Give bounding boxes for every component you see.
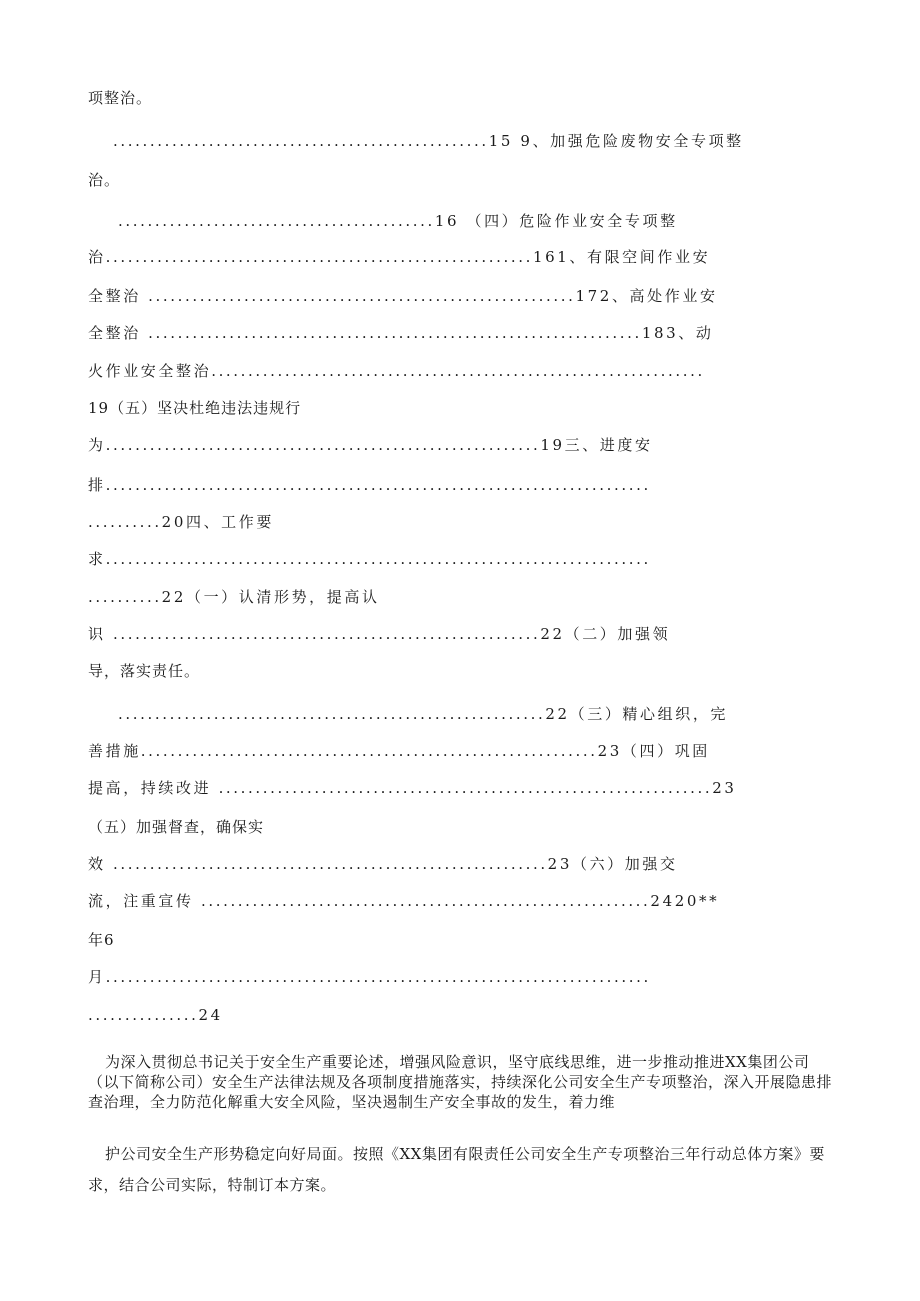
- toc-line: ..........................................................22（三）精心组织，完: [118, 705, 729, 723]
- intro-paragraph-continued: 护公司安全生产形势稳定向好局面。按照《XX集团有限责任公司安全生产专项整治三年行动总体方案》要求，结合公司实际，特制订本方案。: [88, 1145, 825, 1194]
- toc-line: 排..........................................................................: [88, 476, 651, 494]
- toc-line: 月..........................................................................: [88, 968, 651, 986]
- toc-line: ..........22（一）认清形势，提高认: [88, 588, 380, 606]
- toc-line: 识 ..........................................................22（二）加强领: [88, 625, 671, 643]
- toc-line: 为...........................................................19三、进度安: [88, 436, 653, 454]
- toc-line: ...............24: [88, 1006, 223, 1024]
- toc-line: ...................................................15 9、加强危险废物安全专项整: [113, 132, 744, 150]
- toc-line: 求..........................................................................: [88, 550, 651, 568]
- toc-line: 火作业安全整治...................................................................: [88, 362, 705, 380]
- toc-line: 项整治。: [88, 89, 153, 107]
- toc-line: ...........................................16 （四）危险作业安全专项整: [118, 212, 678, 230]
- toc-line: 全整治 ..........................................................172、高处作业安: [88, 287, 718, 305]
- intro-paragraph: 为深入贯彻总书记关于安全生产重要论述，增强风险意识，坚守底线思维，进一步推动推进XX集团公司（以下简称公司）安全生产法律法规及各项制度措施落实，持续深化公司安全生产专项整治，深入开展隐患排查治理，全力防范化解重大安全风险，坚决遏制生产安全事故的发生，着力维: [88, 1053, 833, 1111]
- toc-line: ..........20四、工作要: [88, 513, 274, 531]
- toc-line: 提高，持续改进 ...................................................................23: [88, 779, 737, 797]
- toc-line: 善措施..............................................................23（四）巩固: [88, 742, 710, 760]
- toc-line: （五）加强督查，确保实: [88, 818, 265, 836]
- toc-line: 年6: [88, 931, 115, 949]
- toc-line: 19（五）坚决杜绝违法违规行: [88, 399, 302, 417]
- toc-line: 效 ...........................................................23（六）加强交: [88, 855, 678, 873]
- toc-line: 流，注重宣传 .............................................................2420**: [88, 892, 720, 910]
- toc-line: 治..........................................................161、有限空间作业安: [88, 248, 711, 266]
- toc-line: 全整治 ...................................................................183、动: [88, 324, 714, 342]
- toc-line: 治。: [88, 171, 121, 189]
- toc-line: 导，落实责任。: [88, 662, 201, 680]
